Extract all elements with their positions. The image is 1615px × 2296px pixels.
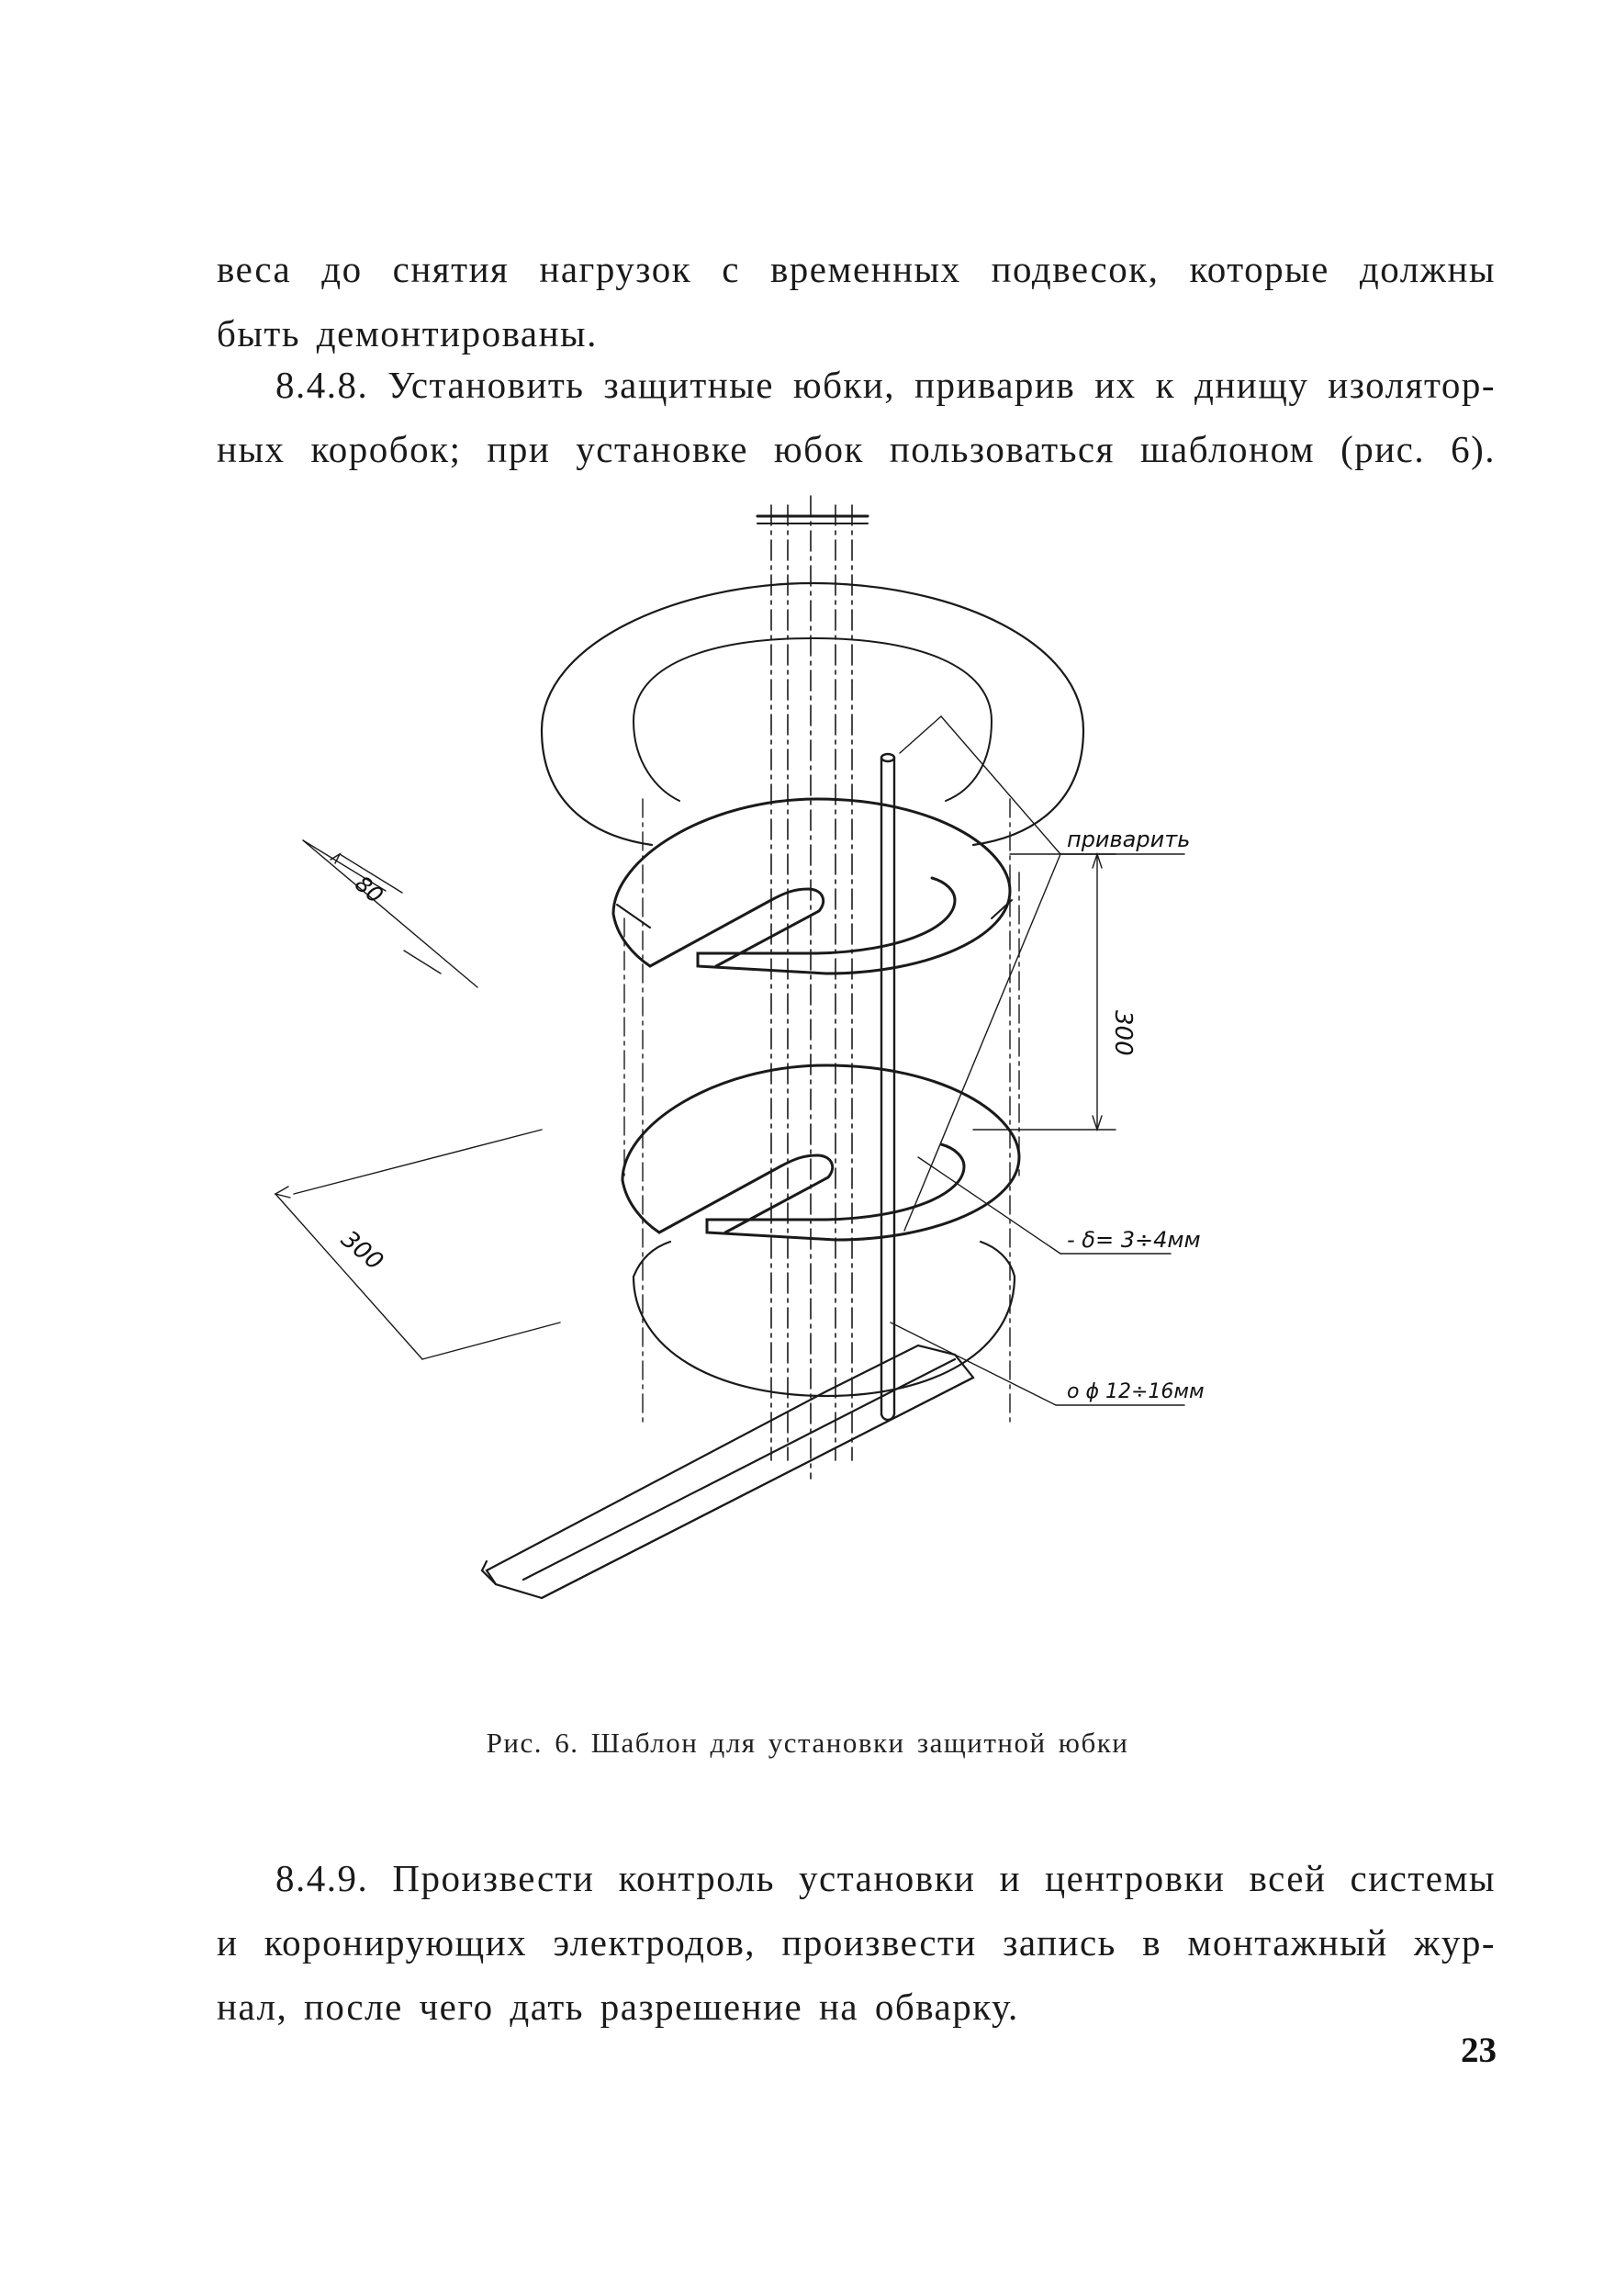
paragraph-8-4-9 bbox=[217, 1846, 1496, 2039]
text-line: и коронирующих электродов, произвести запись в монтажный жур- bbox=[217, 1921, 1496, 1964]
insulator-box-outer bbox=[542, 583, 1083, 845]
template-disc-upper bbox=[613, 799, 1012, 974]
weld-leaders bbox=[900, 716, 1184, 1231]
skirt-template-drawing bbox=[335, 496, 1249, 1690]
label-thickness: - δ= 3÷4мм bbox=[1067, 1227, 1201, 1253]
label-diameter: o ϕ 12÷16мм bbox=[1067, 1380, 1205, 1403]
dim-80 bbox=[303, 840, 477, 987]
support-channel bbox=[482, 1345, 973, 1598]
dim-vertical-300 bbox=[973, 854, 1116, 1130]
text-line: ных коробок; при установке юбок пользоваться шаблоном (рис. 6). bbox=[217, 428, 1496, 470]
text-line: быть демонтированы. bbox=[217, 312, 598, 355]
text-line: нал, после чего дать разрешение на обварку. bbox=[217, 1986, 1019, 2028]
template-disc-lower bbox=[622, 1065, 1019, 1240]
page-number: 23 bbox=[1461, 2031, 1497, 2070]
text-line: 8.4.9. Произвести контроль установки и центровки всей системы bbox=[275, 1857, 1496, 1899]
label-dim-80: 80 bbox=[350, 871, 388, 909]
cylinder-guides bbox=[624, 799, 1019, 1424]
skirt-lower bbox=[634, 1242, 1015, 1396]
welded-rod bbox=[881, 754, 894, 1420]
text-line: веса до снятия нагрузок с временных подвесок, которые должны bbox=[217, 248, 1496, 290]
paragraph-continuation bbox=[217, 237, 1496, 366]
rod-centerlines bbox=[771, 496, 852, 1479]
label-dim-300-vertical: 300 bbox=[1109, 1010, 1137, 1056]
dim-diag-300 bbox=[275, 1130, 560, 1359]
label-weld: приварить bbox=[1067, 827, 1191, 852]
label-dim-300-diagonal: 300 bbox=[335, 1225, 388, 1277]
text-line: 8.4.8. Установить защитные юбки, приварив их к днищу изолятор- bbox=[275, 364, 1496, 406]
paragraph-8-4-8 bbox=[217, 353, 1496, 481]
figure-caption: Рис. 6. Шаблон для установки защитной юбки bbox=[486, 1727, 1129, 1759]
